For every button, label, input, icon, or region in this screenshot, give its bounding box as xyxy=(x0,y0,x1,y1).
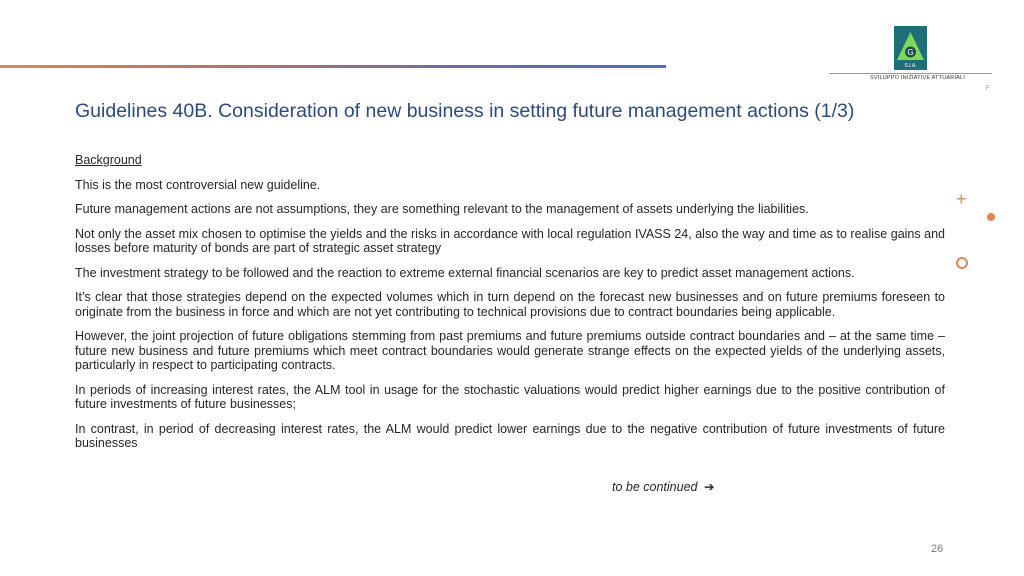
body-paragraph: It’s clear that those strategies depend on the expected volumes which in turn depend on the forecast new businesses and on future premiums foreseen to originate from the business in force and which are not yet contributing to technical provisions due to contract boundaries being applicable. xyxy=(75,290,945,319)
slide-title: Guidelines 40B. Consideration of new business in setting future management actions (1/3) xyxy=(75,100,855,122)
dot-icon xyxy=(987,213,995,221)
body-paragraph: This is the most controversial new guideline. xyxy=(75,177,321,192)
arrow-right-icon: ➔ xyxy=(703,480,715,494)
continued-note xyxy=(612,479,714,494)
page-number: 26 xyxy=(931,543,944,555)
plus-icon: + xyxy=(956,189,967,209)
logo-letter: G xyxy=(907,48,914,57)
continued-label: to be continued xyxy=(612,480,698,494)
logo-divider xyxy=(829,73,992,74)
body-paragraph: In periods of increasing interest rates, the ALM tool in usage for the stochastic valuations would predict higher earnings due to the positive contribution of future investments of future businesses; xyxy=(75,382,945,411)
body-paragraph: Future management actions are not assumptions, they are something relevant to the management of assets underlying the liabilities. xyxy=(75,202,809,216)
body-paragraph: In contrast, in period of decreasing interest rates, the ALM would predict lower earnings due to the negative contribution of future investments of future businesses xyxy=(75,421,945,450)
logo-abbrev: S.I.A. xyxy=(904,63,917,69)
section-heading: Background xyxy=(75,153,142,167)
body-paragraph: The investment strategy to be followed and the reaction to extreme external financial scenarios are key to predict asset management actions. xyxy=(75,265,855,280)
ring-icon xyxy=(956,257,968,269)
logo-mark xyxy=(894,26,927,70)
body-paragraph: However, the joint projection of future obligations stemming from past premiums and future premiums outside contract boundaries and – at the same time – future new business and future premiums which meet contract boundaries would generate strange effects on the expected yields of the underlying assets, particularly in respect to participating contracts. xyxy=(75,329,945,372)
top-accent-line xyxy=(0,65,666,68)
slide-body xyxy=(75,153,945,461)
logo-tagline: SVILUPPO INIZIATIVE ATTUARIALI xyxy=(870,75,966,81)
body-paragraph: Not only the asset mix chosen to optimise the yields and the risks in accordance with local regulation IVASS 24, also the way and time as to realise gains and losses before maturity of bonds are part of strategic asset strategy xyxy=(75,226,945,255)
company-logo xyxy=(829,24,992,86)
corner-mark: F xyxy=(986,86,990,92)
